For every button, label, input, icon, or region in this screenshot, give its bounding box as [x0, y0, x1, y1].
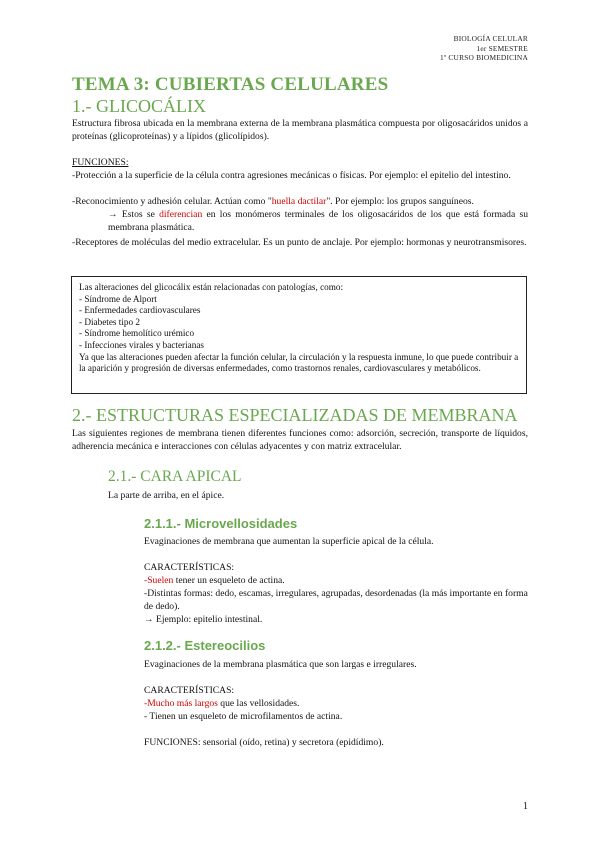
function-recognition-detail: → Estos se diferencian en los monómeros terminales de los oligosacáridos de los que está formada su membrana plasmática.	[108, 209, 528, 233]
page-header	[440, 34, 528, 63]
microvellosidades-char-label: CARACTERÍSTICAS:	[144, 562, 235, 573]
document-title: TEMA 3: CUBIERTAS CELULARES	[72, 74, 389, 95]
page-number: 1	[523, 801, 528, 812]
header-degree: 1º CURSO BIOMEDICINA	[439, 53, 528, 63]
estereocilios-char-2: - Tienen un esqueleto de microfilamentos de actina.	[144, 711, 343, 722]
function-recognition: -Reconocimiento y adhesión celular. Actúan como "huella dactilar". Por ejemplo: los grupos sanguíneos.	[72, 196, 474, 207]
microvellosidades-char-2: -Distintas formas: dedo, escamas, irregulares, agrupadas, desordenadas (la más importante en forma de dedo).	[144, 588, 528, 612]
estereocilios-text: Evaginaciones de la membrana plasmática que son largas e irregulares.	[144, 659, 417, 670]
pathologies-intro: Las alteraciones del glicocálix están relacionadas con patologías, como:	[79, 282, 344, 292]
estereocilios-char-1: -Mucho más largos que las vellosidades.	[144, 698, 300, 709]
highlight-diferencian: diferencian	[159, 209, 203, 220]
section-heading-estructuras: 2.- ESTRUCTURAS ESPECIALIZADAS DE MEMBRANA	[72, 405, 518, 425]
pathology-item: - Infecciones virales y bacterianas	[79, 339, 204, 350]
subsubsection-heading-estereocilios: 2.1.2.- Estereocilios	[144, 638, 266, 653]
pathology-item: - Síndrome de Alport	[79, 293, 157, 304]
cara-apical-text: La parte de arriba, en el ápice.	[108, 490, 225, 501]
glicocalix-intro: Estructura fibrosa ubicada en la membrana externa de la membrana plasmática compuesta por oligosacáridos unidos a proteínas (glicoproteínas) y a lípidos (glicolípidos).	[72, 118, 528, 142]
microvellosidades-char-1: -Suelen tener un esqueleto de actina.	[144, 575, 285, 586]
pathology-item: - Enfermedades cardiovasculares	[79, 305, 201, 316]
estereocilios-char-label: CARACTERÍSTICAS:	[144, 685, 235, 696]
subsection-heading-cara-apical: 2.1.- CARA APICAL	[108, 468, 242, 485]
estructuras-intro: Las siguientes regiones de membrana tienen diferentes funciones como: adsorción, secreción, transporte de líquidos, adherencia mecánica e interacciones con células adyacentes y con matriz extracelular.	[72, 428, 528, 452]
microvellosidades-text: Evaginaciones de membrana que aumentan la superficie apical de la célula.	[144, 536, 434, 547]
estereocilios-functions: FUNCIONES: sensorial (oído, retina) y secretora (epidídimo).	[144, 737, 384, 748]
function-receptors: -Receptores de moléculas del medio extracelular. Es un punto de anclaje. Por ejemplo: hormonas y neurotransmisores.	[72, 237, 527, 248]
highlight-suelen: -Suelen	[144, 575, 174, 586]
pathology-item: - Síndrome hemolítico urémico	[79, 328, 195, 339]
microvellosidades-example: → Ejemplo: epitelio intestinal.	[144, 614, 263, 625]
highlight-mucho-mas-largos: -Mucho más largos	[144, 698, 218, 709]
pathologies-box	[71, 276, 527, 394]
section-heading-glicocalix: 1.- GLICOCÁLIX	[72, 96, 206, 116]
function-protection: -Protección a la superficie de la célula contra agresiones mecánicas o físicas. Por ejemplo: el epitelio del intestino.	[72, 170, 511, 181]
highlight-huella-dactilar: huella dactilar	[271, 196, 327, 207]
pathology-item: - Diabetes tipo 2	[79, 316, 140, 327]
pathologies-closing: Ya que las alteraciones pueden afectar la función celular, la circulación y la respuesta inmune, lo que puede contribuir a la aparición y progresión de diversas enfermedades, como trastornos renales, cardiovasculares y metabólicos.	[79, 351, 519, 374]
header-semester: 1er SEMESTRE	[476, 43, 528, 53]
header-course: BIOLOGÍA CELULAR	[453, 34, 528, 43]
subsubsection-heading-microvellosidades: 2.1.1.- Microvellosidades	[144, 516, 298, 531]
functions-label: FUNCIONES:	[72, 157, 129, 168]
